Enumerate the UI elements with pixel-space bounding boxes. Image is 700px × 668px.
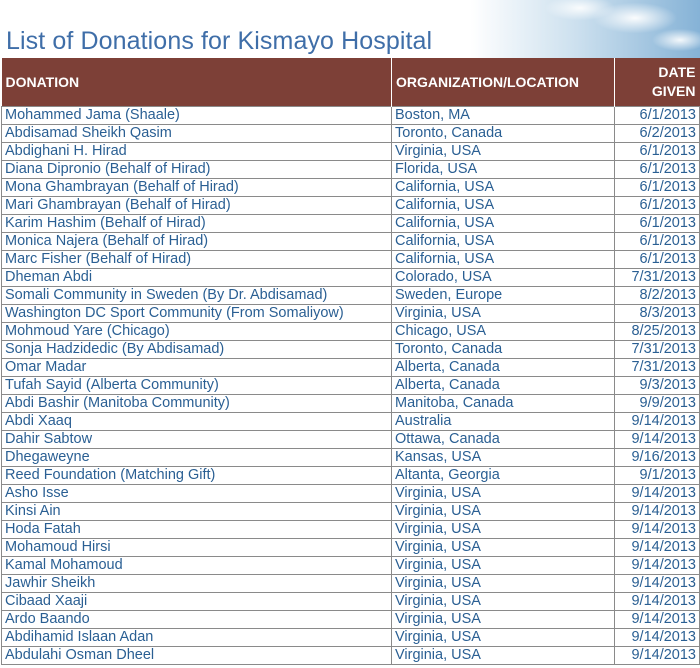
cell-date-given: 9/3/2013 bbox=[615, 377, 700, 395]
cell-organization-location: Boston, MA bbox=[392, 107, 615, 125]
table-row bbox=[2, 413, 700, 431]
cell-organization-location: California, USA bbox=[392, 197, 615, 215]
cell-organization-location: Sweden, Europe bbox=[392, 287, 615, 305]
table-row bbox=[2, 431, 700, 449]
table-row bbox=[2, 467, 700, 485]
cell-organization-location: Kansas, USA bbox=[392, 449, 615, 467]
cell-date-given: 6/2/2013 bbox=[615, 125, 700, 143]
table-body bbox=[2, 107, 700, 665]
cell-organization-location: Virginia, USA bbox=[392, 521, 615, 539]
table-row bbox=[2, 323, 700, 341]
cell-date-given: 9/14/2013 bbox=[615, 611, 700, 629]
cell-organization-location: Alberta, Canada bbox=[392, 359, 615, 377]
table-row bbox=[2, 215, 700, 233]
sky-header-image bbox=[470, 0, 700, 58]
cell-organization-location: Virginia, USA bbox=[392, 485, 615, 503]
cell-organization-location: Virginia, USA bbox=[392, 557, 615, 575]
table-row bbox=[2, 503, 700, 521]
cell-donation: Abdighani H. Hirad bbox=[2, 143, 392, 161]
cell-date-given: 6/1/2013 bbox=[615, 197, 700, 215]
cell-date-given: 9/14/2013 bbox=[615, 575, 700, 593]
cell-organization-location: Virginia, USA bbox=[392, 539, 615, 557]
table-row bbox=[2, 359, 700, 377]
table-row bbox=[2, 611, 700, 629]
cell-date-given: 8/2/2013 bbox=[615, 287, 700, 305]
cell-date-given: 9/14/2013 bbox=[615, 539, 700, 557]
cell-organization-location: Florida, USA bbox=[392, 161, 615, 179]
cell-donation: Hoda Fatah bbox=[2, 521, 392, 539]
cell-donation: Sonja Hadzidedic (By Abdisamad) bbox=[2, 341, 392, 359]
cell-date-given: 7/31/2013 bbox=[615, 341, 700, 359]
table-row bbox=[2, 647, 700, 665]
table-row bbox=[2, 179, 700, 197]
cell-organization-location: Toronto, Canada bbox=[392, 125, 615, 143]
cell-donation: Mona Ghambrayan (Behalf of Hirad) bbox=[2, 179, 392, 197]
table-row bbox=[2, 251, 700, 269]
cell-date-given: 9/1/2013 bbox=[615, 467, 700, 485]
cell-donation: Somali Community in Sweden (By Dr. Abdisamad) bbox=[2, 287, 392, 305]
table-row bbox=[2, 341, 700, 359]
header-row bbox=[2, 58, 700, 107]
cell-donation: Cibaad Xaaji bbox=[2, 593, 392, 611]
cell-date-given: 9/14/2013 bbox=[615, 593, 700, 611]
cell-date-given: 9/14/2013 bbox=[615, 647, 700, 665]
donations-table bbox=[1, 58, 700, 665]
table-row bbox=[2, 629, 700, 647]
table-row bbox=[2, 233, 700, 251]
cell-organization-location: Manitoba, Canada bbox=[392, 395, 615, 413]
table-row bbox=[2, 557, 700, 575]
cell-date-given: 6/1/2013 bbox=[615, 251, 700, 269]
cell-donation: Tufah Sayid (Alberta Community) bbox=[2, 377, 392, 395]
cell-donation: Dheman Abdi bbox=[2, 269, 392, 287]
cell-date-given: 9/14/2013 bbox=[615, 503, 700, 521]
table-row bbox=[2, 269, 700, 287]
cell-date-given: 9/14/2013 bbox=[615, 485, 700, 503]
cell-donation: Monica Najera (Behalf of Hirad) bbox=[2, 233, 392, 251]
table-row bbox=[2, 539, 700, 557]
cell-date-given: 9/14/2013 bbox=[615, 629, 700, 647]
table-row bbox=[2, 377, 700, 395]
cell-date-given: 7/31/2013 bbox=[615, 269, 700, 287]
cell-donation: Mohammed Jama (Shaale) bbox=[2, 107, 392, 125]
table-row bbox=[2, 485, 700, 503]
cell-organization-location: Virginia, USA bbox=[392, 611, 615, 629]
cell-date-given: 9/14/2013 bbox=[615, 521, 700, 539]
cell-donation: Ardo Baando bbox=[2, 611, 392, 629]
cell-organization-location: Chicago, USA bbox=[392, 323, 615, 341]
column-header-organization-location: ORGANIZATION/LOCATION bbox=[392, 58, 615, 107]
cell-date-given: 9/9/2013 bbox=[615, 395, 700, 413]
cell-date-given: 8/3/2013 bbox=[615, 305, 700, 323]
cell-donation: Kamal Mohamoud bbox=[2, 557, 392, 575]
cell-organization-location: California, USA bbox=[392, 179, 615, 197]
table-row bbox=[2, 107, 700, 125]
cell-organization-location: Virginia, USA bbox=[392, 503, 615, 521]
table-row bbox=[2, 593, 700, 611]
cell-organization-location: Virginia, USA bbox=[392, 305, 615, 323]
cell-donation: Reed Foundation (Matching Gift) bbox=[2, 467, 392, 485]
table-row bbox=[2, 575, 700, 593]
cell-donation: Abdi Bashir (Manitoba Community) bbox=[2, 395, 392, 413]
cell-donation: Mohmoud Yare (Chicago) bbox=[2, 323, 392, 341]
cell-date-given: 6/1/2013 bbox=[615, 233, 700, 251]
cell-date-given: 6/1/2013 bbox=[615, 107, 700, 125]
table-row bbox=[2, 287, 700, 305]
page-title: List of Donations for Kismayo Hospital bbox=[6, 27, 433, 55]
cell-donation: Dahir Sabtow bbox=[2, 431, 392, 449]
cell-date-given: 6/1/2013 bbox=[615, 179, 700, 197]
cell-organization-location: Altanta, Georgia bbox=[392, 467, 615, 485]
cell-donation: Mohamoud Hirsi bbox=[2, 539, 392, 557]
cell-date-given: 9/16/2013 bbox=[615, 449, 700, 467]
table-header bbox=[2, 58, 700, 107]
cell-donation: Asho Isse bbox=[2, 485, 392, 503]
cell-organization-location: Colorado, USA bbox=[392, 269, 615, 287]
cell-organization-location: California, USA bbox=[392, 233, 615, 251]
cell-organization-location: Virginia, USA bbox=[392, 629, 615, 647]
cell-date-given: 8/25/2013 bbox=[615, 323, 700, 341]
cell-donation: Abdisamad Sheikh Qasim bbox=[2, 125, 392, 143]
cell-donation: Abdi Xaaq bbox=[2, 413, 392, 431]
cell-date-given: 6/1/2013 bbox=[615, 215, 700, 233]
cell-donation: Dhegaweyne bbox=[2, 449, 392, 467]
table-row bbox=[2, 143, 700, 161]
cell-organization-location: Virginia, USA bbox=[392, 647, 615, 665]
cell-organization-location: Virginia, USA bbox=[392, 575, 615, 593]
cell-organization-location: Virginia, USA bbox=[392, 143, 615, 161]
table-row bbox=[2, 395, 700, 413]
cell-donation: Omar Madar bbox=[2, 359, 392, 377]
cell-organization-location: Toronto, Canada bbox=[392, 341, 615, 359]
table-row bbox=[2, 305, 700, 323]
table-row bbox=[2, 125, 700, 143]
cell-date-given: 9/14/2013 bbox=[615, 431, 700, 449]
cell-organization-location: California, USA bbox=[392, 215, 615, 233]
cell-date-given: 9/14/2013 bbox=[615, 557, 700, 575]
table-row bbox=[2, 521, 700, 539]
cell-donation: Karim Hashim (Behalf of Hirad) bbox=[2, 215, 392, 233]
cell-organization-location: Alberta, Canada bbox=[392, 377, 615, 395]
cell-donation: Abdulahi Osman Dheel bbox=[2, 647, 392, 665]
cell-donation: Abdihamid Islaan Adan bbox=[2, 629, 392, 647]
cell-donation: Mari Ghambrayan (Behalf of Hirad) bbox=[2, 197, 392, 215]
cell-date-given: 7/31/2013 bbox=[615, 359, 700, 377]
cell-donation: Marc Fisher (Behalf of Hirad) bbox=[2, 251, 392, 269]
column-header-donation: DONATION bbox=[2, 58, 392, 107]
cell-date-given: 6/1/2013 bbox=[615, 143, 700, 161]
cell-donation: Diana Dipronio (Behalf of Hirad) bbox=[2, 161, 392, 179]
table-row bbox=[2, 161, 700, 179]
cell-organization-location: California, USA bbox=[392, 251, 615, 269]
cell-date-given: 9/14/2013 bbox=[615, 413, 700, 431]
column-header-date-given: DATE GIVEN bbox=[615, 58, 700, 107]
cell-donation: Jawhir Sheikh bbox=[2, 575, 392, 593]
cell-donation: Washington DC Sport Community (From Somaliyow) bbox=[2, 305, 392, 323]
cell-organization-location: Ottawa, Canada bbox=[392, 431, 615, 449]
cell-date-given: 6/1/2013 bbox=[615, 161, 700, 179]
table-row bbox=[2, 197, 700, 215]
cell-donation: Kinsi Ain bbox=[2, 503, 392, 521]
cell-organization-location: Virginia, USA bbox=[392, 593, 615, 611]
table-row bbox=[2, 449, 700, 467]
cell-organization-location: Australia bbox=[392, 413, 615, 431]
